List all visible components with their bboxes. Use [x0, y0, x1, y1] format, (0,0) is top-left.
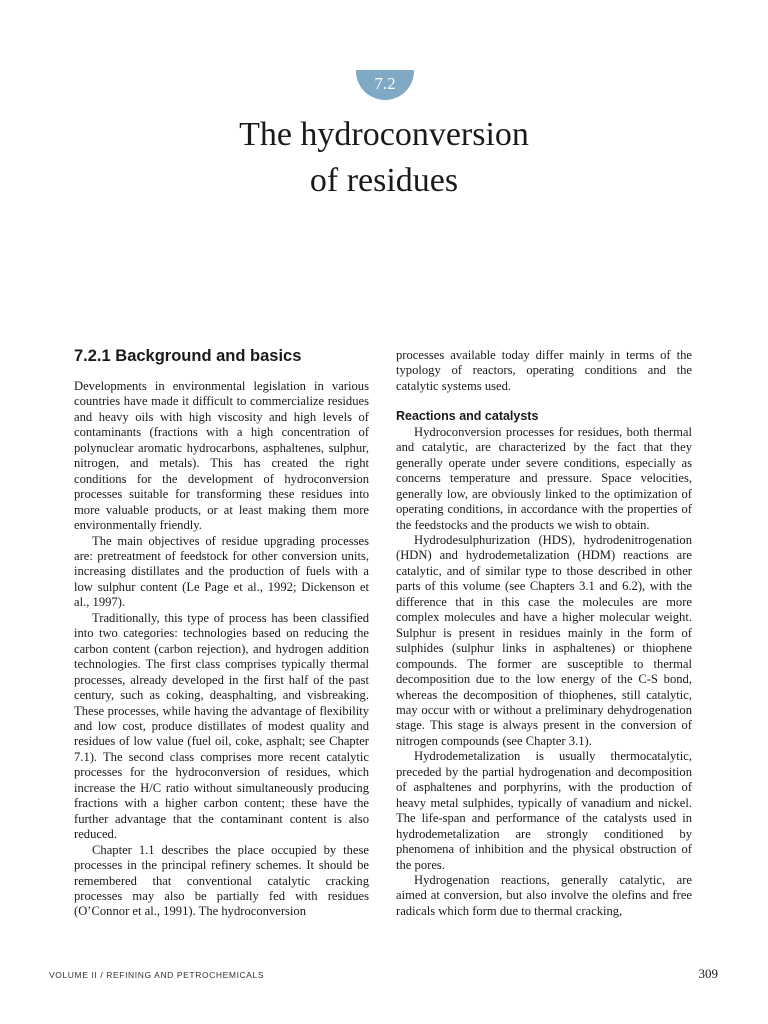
running-footer: VOLUME II / REFINING AND PETROCHEMICALS — [49, 970, 265, 980]
body-paragraph: Hydrogenation reactions, generally catalytic, are aimed at conversion, but also involve the olefins and free radicals which form due to thermal cracking, — [396, 873, 692, 918]
chapter-title — [0, 112, 768, 204]
body-paragraph: Traditionally, this type of process has been classified into two categories: technologies based on reducing the carbon content (carbon rejection), and hydrogen addition technologies. The first class comprises typically thermal processes, already developed in the first half of the past century, such as coking, deasphalting, and visbreaking. These processes, while having the advantage of flexibility and low cost, produce distillates of modest quality and residues of low value (fuel oil, coke, asphalt; see Chapter 7.1). The second class comprises more recent catalytic processes for the hydroconversion of residues, which increase the H/C ratio without simultaneously producing fractions with a higher carbon content; these have the further advantage that the contaminant content is also reduced. — [74, 610, 369, 842]
body-paragraph: Hydroconversion processes for residues, both thermal and catalytic, are characterized by the fact that they generally operate under severe conditions, especially as concerns temperature and pressure. Space velocities, generally low, are obviously linked to the optimization of operating conditions, in accordance with the properties of the feedstocks and the products we wish to obtain. — [396, 424, 692, 532]
section-number-badge: 7.2 — [356, 70, 414, 100]
right-column — [396, 348, 692, 919]
section-heading: 7.2.1 Background and basics — [74, 347, 302, 365]
left-column — [74, 345, 369, 920]
body-paragraph: Chapter 1.1 describes the place occupied by these processes in the principal refinery schemes. It should be remembered that conventional catalytic cracking processes may also be partially fed with residues (O’Connor et al., 1991). The hydroconversion — [74, 842, 369, 919]
body-paragraph: The main objectives of residue upgrading processes are: pretreatment of feedstock for other conversion units, increasing distillates and the production of fuels with a low sulphur content (Le Page et al., 1992; Dickenson et al., 1997). — [74, 533, 369, 610]
chapter-title-line-2: of residues — [309, 162, 459, 199]
body-paragraph: Hydrodesulphurization (HDS), hydrodenitrogenation (HDN) and hydrodemetalization (HDM) reactions are catalytic, and of similar type to those described in other parts of this volume (see Chapters 3.1 and 6.2), with the difference that in this case the molecules are more complex molecules and have a higher molecular weight. Sulphur is present in residues mainly in the form of sulphides (sulphur links in asphaltenes) or thiophene compounds. The former are susceptible to thermal decomposition due to the low energy of the C-S bond, whereas the decomposition of thiophenes, still catalytic, may occur with or without a preliminary dehydrogenation stage. This stage is always present in the conversion of nitrogen compounds (see Chapter 3.1). — [396, 533, 692, 748]
body-paragraph: Developments in environmental legislation in various countries have made it difficult to commercialize residues and heavy oils with high viscosity and high levels of contaminants (fractions with a high concentration of polynuclear aromatic hydrocarbons, asphaltenes, sulphur, nitrogen, and metals). This has created the right conditions for the development of hydroconversion processes suitable for transforming these residues into more valuable products, or at least making them more environmentally friendly. — [74, 379, 369, 533]
body-paragraph: Hydrodemetalization is usually thermocatalytic, preceded by the partial hydrogenation and decomposition of asphaltenes and porphyrins, with the production of heavy metal sulphides, typically of vanadium and nickel. The life-span and performance of the catalysts used in hydrodemetalization are strongly conditioned by phenomena of inhibition and the physical obstruction of the pores. — [396, 749, 692, 872]
body-paragraph: processes available today differ mainly in terms of the typology of reactors, operating conditions and the catalytic systems used. — [396, 348, 692, 393]
subsection-heading: Reactions and catalysts — [396, 409, 539, 424]
chapter-title-line-1: The hydroconversion — [239, 116, 529, 153]
page-number: 309 — [698, 966, 718, 981]
